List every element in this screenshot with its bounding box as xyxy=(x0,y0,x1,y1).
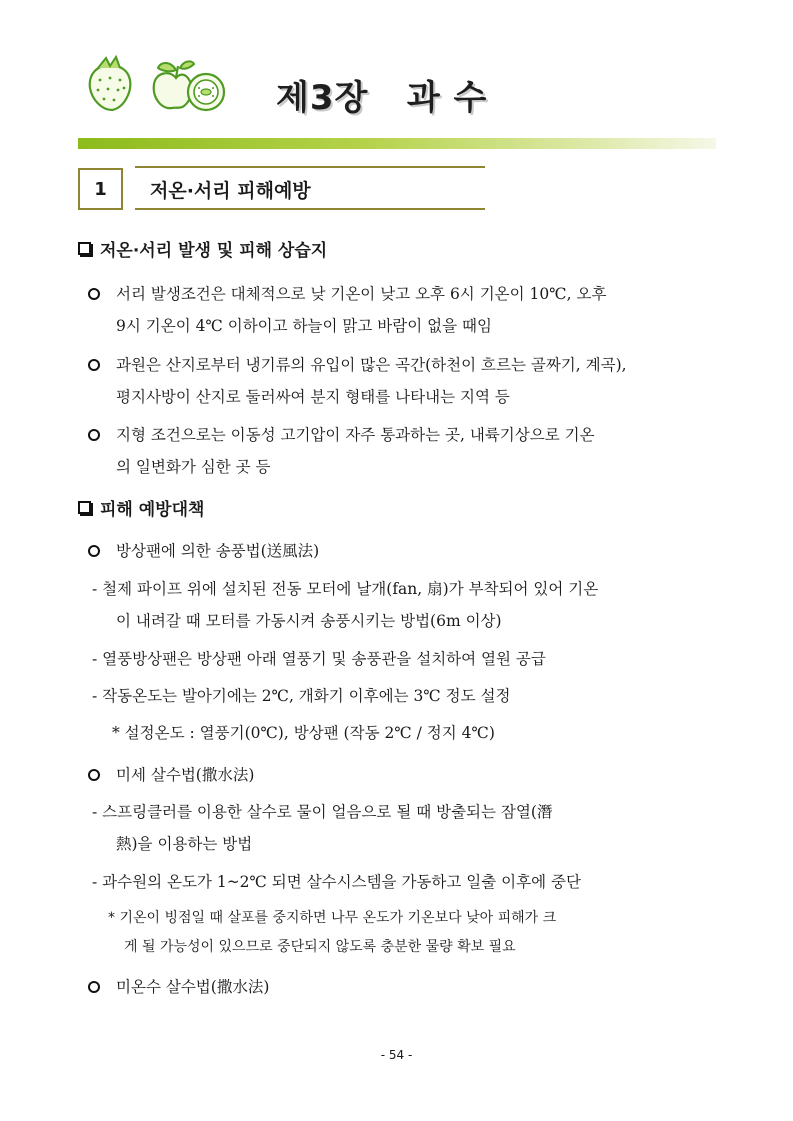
text-line: 평지사방이 산지로 둘러싸여 분지 형태를 나타내는 지역 등 xyxy=(116,388,510,406)
text-line: 미세 살수법(撒水法) xyxy=(116,766,255,784)
chapter-divider-bar xyxy=(78,138,716,149)
heading-text: 피해 예방대책 xyxy=(100,500,205,520)
text-line: 熱)을 이용하는 방법 xyxy=(116,835,253,853)
circle-bullet-icon xyxy=(88,288,100,300)
text-line: * 기온이 빙점일 때 살포를 중지하면 나무 온도가 기온보다 낮아 피해가 크 xyxy=(108,910,557,926)
apple-icon xyxy=(154,61,194,108)
text-line: - 작동온도는 발아기에는 2℃, 개화기 이후에는 3℃ 정도 설정 xyxy=(92,687,511,705)
checkbox-bullet-icon xyxy=(78,501,91,514)
kiwi-icon xyxy=(188,74,224,110)
heading-frost-conditions xyxy=(78,236,327,261)
text-line: 게 될 가능성이 있으므로 중단되지 않도록 충분한 물량 확보 필요 xyxy=(124,939,516,955)
text-line: - 스프링클러를 이용한 살수로 물이 얼음으로 될 때 방출되는 잠열(潛 xyxy=(92,803,553,821)
text-line: 의 일변화가 심한 곳 등 xyxy=(116,458,271,476)
text-line: - 철제 파이프 위에 설치된 전동 모터에 날개(fan, 扇)가 부착되어 있어 기온 xyxy=(92,580,599,598)
text-line: 이 내려갈 때 모터를 가동시켜 송풍시키는 방법(6m 이상) xyxy=(116,612,502,630)
checkbox-bullet-icon xyxy=(78,242,91,255)
circle-bullet-icon xyxy=(88,769,100,781)
text-line: 과원은 산지로부터 냉기류의 유입이 많은 곡간(하천이 흐르는 골짜기, 계곡), xyxy=(116,356,627,374)
circle-bullet-icon xyxy=(88,359,100,371)
section-title: 저온·서리 피해예방 xyxy=(150,180,311,202)
text-line: - 열풍방상팬은 방상팬 아래 열풍기 및 송풍관을 설치하여 열원 공급 xyxy=(92,650,546,668)
fruit-icons xyxy=(84,52,234,114)
heading-prevention xyxy=(78,495,204,520)
text-line: 9시 기온이 4℃ 이하이고 하늘이 맑고 바람이 없을 때임 xyxy=(116,317,492,335)
heading-text: 저온·서리 발생 및 피해 상습지 xyxy=(100,241,328,261)
text-line: - 과수원의 온도가 1~2℃ 되면 살수시스템을 가동하고 일출 이후에 중단 xyxy=(92,873,581,891)
circle-bullet-icon xyxy=(88,545,100,557)
section-title-box xyxy=(135,166,485,210)
section-number: 1 xyxy=(78,168,123,210)
text-line: * 설정온도 : 열풍기(0℃), 방상팬 (작동 2℃ / 정지 4℃) xyxy=(112,724,495,742)
page-number: - 54 - xyxy=(380,1048,413,1062)
strawberry-icon xyxy=(90,57,131,110)
text-line: 방상팬에 의한 송풍법(送風法) xyxy=(116,542,320,560)
text-line: 미온수 살수법(撒水法) xyxy=(116,978,270,996)
circle-bullet-icon xyxy=(88,429,100,441)
text-line: 지형 조건으로는 이동성 고기압이 자주 통과하는 곳, 내륙기상으로 기온 xyxy=(116,426,595,444)
circle-bullet-icon xyxy=(88,981,100,993)
text-line: 서리 발생조건은 대체적으로 낮 기온이 낮고 오후 6시 기온이 10℃, 오후 xyxy=(116,285,607,303)
chapter-title: 제3장 과 수 xyxy=(276,78,488,118)
